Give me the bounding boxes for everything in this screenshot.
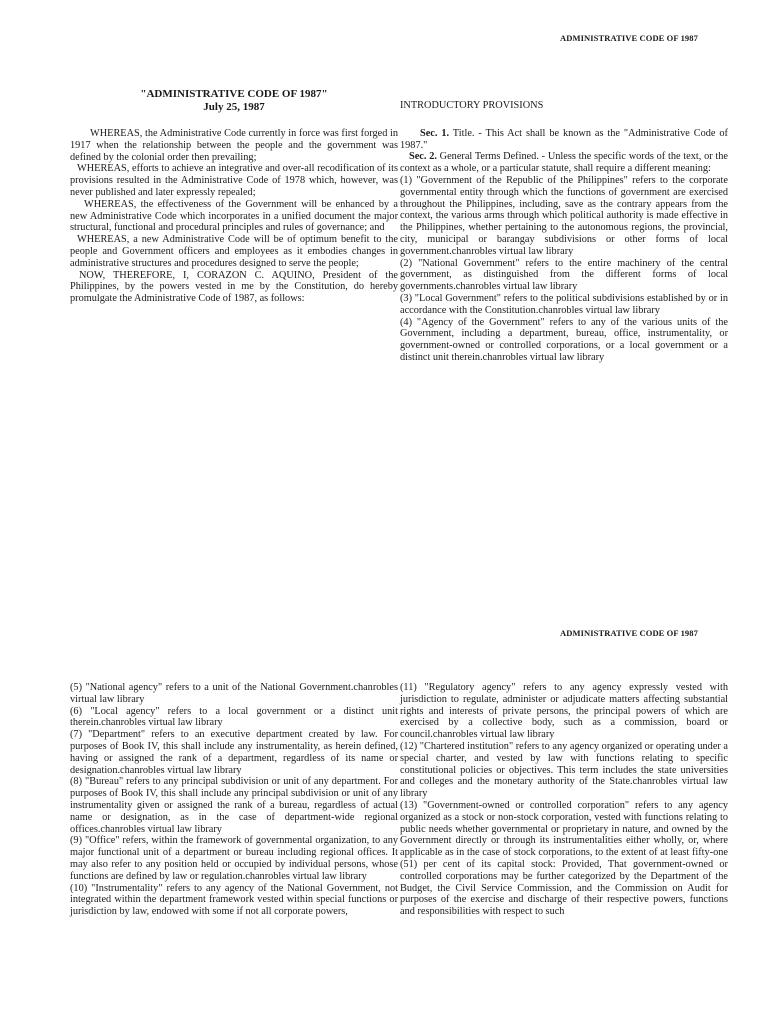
definition-item: (6) "Local agency" refers to a local government or a distinct unit therein.chanrobles virtual law library xyxy=(70,705,398,729)
definition-item: (10) "Instrumentality" refers to any agency of the National Government, not integrated within the department framework vested within special functions or jurisdiction by law, endowed with some if not all corporate powers, xyxy=(70,882,398,918)
definition-item: (5) "National agency" refers to a unit of the National Government.chanrobles virtual law library xyxy=(70,682,398,705)
whereas-clause-1: WHEREAS, the Administrative Code currently in force was first forged in 1917 when the relationship between the people and the government was defined by the colonial order then prevailing; xyxy=(70,128,398,163)
whereas-clause-3: WHEREAS, the effectiveness of the Government will be enhanced by a new Administrative Code which incorporates in a unified document the major structural, functional and procedural principles and rules of governance; and xyxy=(70,198,398,234)
definition-item: (7) "Department" refers to an executive department created by law. For purposes of Book IV, this shall include any instrumentality, as herein defined, having or assigned the rank of a department, regardless of its name or designation.chanrobles virtual law library xyxy=(70,729,398,776)
definition-item: (9) "Office" refers, within the framework of governmental organization, to any major functional unit of a department or bureau including regional offices. It may also refer to any position held or occupied by individual persons, whose functions are defined by law or regulation.chanrobles virtual law library xyxy=(70,835,398,882)
definition-item: (8) "Bureau" refers to any principal subdivision or unit of any department. For purposes of Book IV, this shall include any principal subdivision or unit of any instrumentality given or assigned the rank of a bureau, regardless of actual name or designation, as in the case of department-wide regional offices.chanrobles virtual law library xyxy=(70,776,398,835)
document-title xyxy=(70,88,398,113)
preamble-column xyxy=(70,128,398,305)
section-1-text: Title. - This Act shall be known as the "Administrative Code of 1987." xyxy=(400,127,728,151)
provisions-column xyxy=(400,100,728,364)
section-1 xyxy=(400,128,728,152)
title-date: July 25, 1987 xyxy=(203,100,265,113)
running-header: ADMINISTRATIVE CODE OF 1987 xyxy=(559,628,698,638)
definition-item: (4) "Agency of the Government" refers to any of the various units of the Government, including a department, bureau, office, instrumentality, or government-owned or controlled corporations, or a local government or a distinct unit therein.chanrobles virtual law library xyxy=(400,316,728,363)
definition-item: (3) "Local Government" refers to the political subdivisions established by or in accordance with the Constitution.chanrobles virtual law library xyxy=(400,292,728,316)
definition-item: (12) "Chartered institution" refers to any agency organized or operating under a special charter, and vested by law with functions relating to specific constitutional policies or objectives. This term includes the state universities and colleges and the monetary authority of the State.chanrobles virtual law library xyxy=(400,740,728,800)
definition-item: (13) "Government-owned or controlled corporation" refers to any agency organized as a stock or non-stock corporation, vested with functions relating to public needs whether governmental or proprietary in nature, and owned by the Government directly or through its instrumentalities either wholly, or, where applicable as in the case of stock corporations, to the extent of at least fifty-one (51) per cent of its capital stock: Provided, That government-owned or controlled corporations may be further categorized by the Department of the Budget, the Civil Service Commission, and the Commission on Audit for purposes of the exercise and discharge of their respective powers, functions and responsibilities with respect to such xyxy=(400,799,728,918)
definition-item: (1) "Government of the Republic of the Philippines" refers to the corporate governmental entity through which the functions of government are exercised throughout the Philippines, including, save as the contrary appears from the context, the various arms through which political authority is made effective in the Philippines, whether pertaining to the autonomous regions, the provincial, city, municipal or barangay subdivisions or other forms of local government.chanrobles virtual law library xyxy=(400,174,728,257)
running-header: ADMINISTRATIVE CODE OF 1987 xyxy=(559,33,698,43)
definitions-column-right xyxy=(400,682,728,918)
section-heading: INTRODUCTORY PROVISIONS xyxy=(400,100,544,111)
definition-item: (2) "National Government" refers to the entire machinery of the central government, as distinguished from the different forms of local governments.chanrobles virtual law library xyxy=(400,257,728,293)
title-line: "ADMINISTRATIVE CODE OF 1987" xyxy=(140,88,328,100)
definition-item: (11) "Regulatory agency" refers to any agency expressly vested with jurisdiction to regulate, administer or adjudicate matters affecting substantial rights and interests of private persons, the principal powers of which are exercised by a collective body, such as a commission, board or council.chanrobles virtual law library xyxy=(400,682,728,741)
section-2 xyxy=(400,151,728,175)
definitions-column-left xyxy=(70,682,398,918)
promulgation-clause: NOW, THEREFORE, I, CORAZON C. AQUINO, President of the Philippines, by the powers vested in me by the Constitution, do hereby promulgate the Administrative Code of 1987, as follows: xyxy=(70,269,398,305)
section-1-label: Sec. 1. xyxy=(420,127,450,139)
section-2-text: General Terms Defined. - Unless the specific words of the text, or the context as a whole, or a particular statute, shall require a different meaning: xyxy=(400,151,728,175)
section-2-label: Sec. 2. xyxy=(409,151,437,163)
whereas-clause-4: WHEREAS, a new Administrative Code will be of optimum benefit to the people and Government officers and employees as it embodies changes in administrative structures and procedures designed to serve the people; xyxy=(70,234,398,269)
whereas-clause-2: WHEREAS, efforts to achieve an integrative and over-all recodification of its provisions resulted in the Administrative Code of 1978 which, however, was never published and later expressly repealed; xyxy=(70,163,398,198)
page-2 xyxy=(0,512,768,1024)
